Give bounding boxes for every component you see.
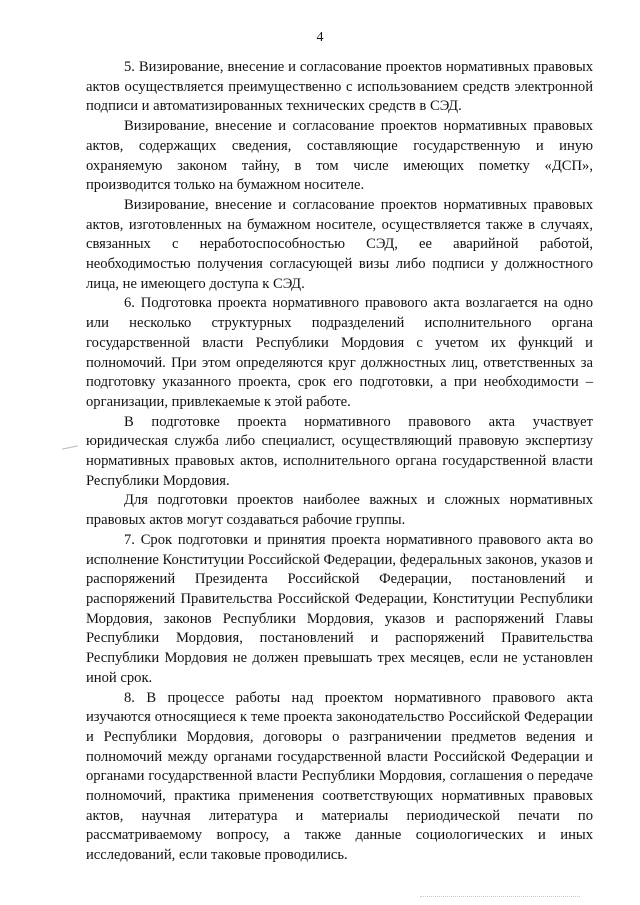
page-number: 4 bbox=[316, 30, 324, 45]
paragraph-7: 7. Срок подготовки и принятия проекта нормативного правового акта во исполнение Конституции Российской Федерации, федеральных законов, указов и распоряжений Президента Российской Федерации, постановлений и распоряжений Правительства Российской Федерации, Конституции Республики Мордовия, законов Республики Мордовия, указов и распоряжений Главы Республики Мордовия, постановлений и распоряжений Правительства Республики Мордовия не должен превышать трех месяцев, если не установлен иной срок. bbox=[86, 531, 593, 686]
scan-artifact bbox=[420, 896, 580, 897]
paragraph-5-dsp: Визирование, внесение и согласование проектов нормативных правовых актов, содержащих сведения, составляющие государственную и иную охраняемую законом тайну, в том числе имеющих пометку «ДСП», производится только на бумажном носителе. bbox=[86, 118, 593, 194]
scan-mark bbox=[62, 445, 78, 449]
paragraph-5: 5. Визирование, внесение и согласование проектов нормативных правовых актов осуществляется преимущественно с использованием средств электронной подписи и автоматизированных технических средств в СЭД. bbox=[86, 59, 593, 115]
document-body bbox=[86, 58, 593, 866]
paragraph-8: 8. В процессе работы над проектом нормативного правового акта изучаются относящиеся к теме проекта законодательство Российской Федерации и Республики Мордовия, договоры о разграничении предметов ведения и полномочий между органами государственной власти Российской Федерации и органами государственной власти Республики Мордовия, соглашения о передаче полномочий, практика применения соответствующих нормативных правовых актов, научная литература и материалы периодической печати по рассматриваемому вопросу, а также данные социологических и иных исследований, если таковые проводились. bbox=[86, 689, 593, 864]
paragraph-6-working-groups: Для подготовки проектов наиболее важных и сложных нормативных правовых актов могут создаваться рабочие группы. bbox=[86, 492, 593, 529]
paragraph-6-legal-service: В подготовке проекта нормативного правового акта участвует юридическая служба либо специалист, осуществляющий правовую экспертизу нормативных правовых актов, исполнительного органа государственной власти Республики Мордовия. bbox=[86, 413, 593, 489]
paragraph-5-paper: Визирование, внесение и согласование проектов нормативных правовых актов, изготовленных на бумажном носителе, осуществляется также в случаях, связанных с неработоспособностью СЭД, ее аварийной работой, необходимостью получения согласующей визы либо подписи у должностного лица, не имеющего доступа к СЭД. bbox=[86, 196, 593, 292]
paragraph-6: 6. Подготовка проекта нормативного правового акта возлагается на одно или несколько структурных подразделений исполнительного органа государственной власти Республики Мордовия с учетом их функций и полномочий. При этом определяются круг должностных лиц, ответственных за подготовку указанного проекта, срок его подготовки, а при необходимости – организации, привлекаемые к этой работе. bbox=[86, 295, 593, 410]
